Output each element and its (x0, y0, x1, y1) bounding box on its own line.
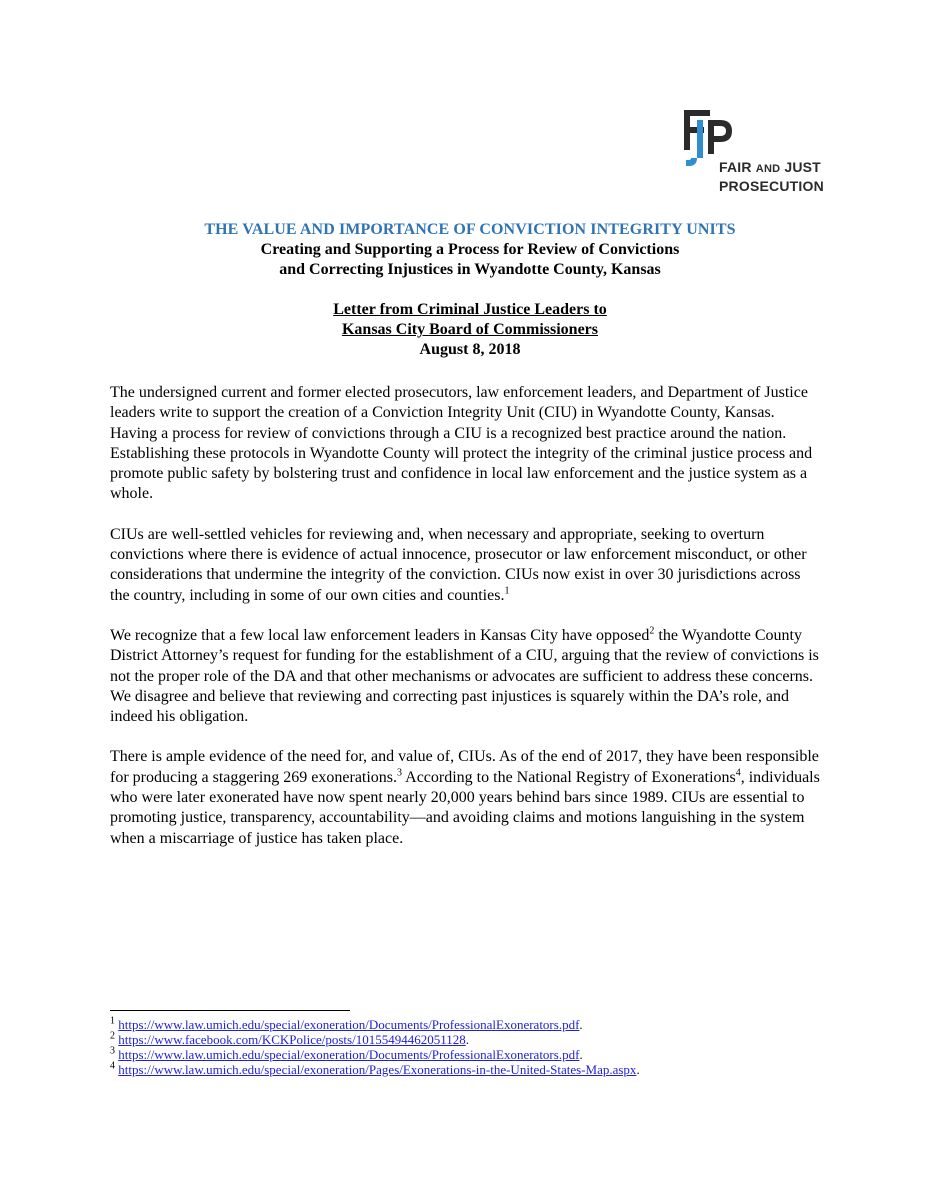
letter-heading (110, 300, 830, 360)
footnote-number: 3 (110, 1045, 115, 1057)
footnote-number: 1 (110, 1015, 115, 1027)
paragraph-2-text: CIUs are well-settled vehicles for reviewing and, when necessary and appropriate, seeking to overturn convictions where there is evidence of actual innocence, prosecutor or law enforcement misconduct, or other considerations that undermine the integrity of the conviction. CIUs now exist in over 30 jurisdictions across the country, including in some of our own cities and counties. (110, 525, 807, 604)
footnote-period: . (636, 1062, 640, 1077)
footnote-divider (110, 1010, 350, 1011)
footnote-ref-4[interactable]: 4 (735, 767, 741, 779)
logo-word-just: JUST (784, 159, 821, 175)
footnotes (110, 1017, 824, 1077)
footnote-3 (110, 1047, 824, 1062)
footnote-link[interactable]: https://www.law.umich.edu/special/exoneration/Pages/Exonerations-in-the-United-States-Map.aspx (118, 1062, 637, 1077)
letter-body (110, 383, 824, 869)
paragraph-4-text-b: According to the National Registry of Exonerations (402, 768, 736, 786)
footnote-period: . (579, 1047, 583, 1062)
footnote-ref-2[interactable]: 2 (649, 625, 655, 637)
letter-heading-line-1: Letter from Criminal Justice Leaders to (333, 301, 607, 318)
footnote-period: . (465, 1032, 469, 1047)
paragraph-1 (110, 383, 824, 505)
paragraph-4-text-a: There is ample evidence of the need for, and value of, CIUs. As of the end of 2017, they have been responsible for producing a staggering 269 exonerations. (110, 748, 819, 786)
document-headings (110, 220, 830, 360)
footnote-4 (110, 1062, 824, 1077)
fjp-logo (672, 108, 832, 194)
footnote-2 (110, 1032, 824, 1047)
footnote-link[interactable]: https://www.law.umich.edu/special/exoneration/Documents/ProfessionalExonerators.pdf (118, 1047, 580, 1062)
letter-date: August 8, 2018 (419, 341, 521, 358)
document-subtitle-line-1: Creating and Supporting a Process for Review of Convictions (260, 241, 680, 258)
logo-word-prosecution: PROSECUTION (719, 178, 824, 194)
footnote-link[interactable]: https://www.facebook.com/KCKPolice/posts/10155494462051128 (118, 1032, 466, 1047)
paragraph-1-text: The undersigned current and former elected prosecutors, law enforcement leaders, and Department of Justice leaders write to support the creation of a Conviction Integrity Unit (CIU) in Wyandotte County, Kansas. Having a process for review of convictions through a CIU is a recognized best practice around the nation. Establishing these protocols in Wyandotte County will protect the integrity of the criminal justice process and promote public safety by bolstering trust and confidence in local law enforcement and the justice system as a whole. (110, 384, 813, 503)
paragraph-3-text-a: We recognize that a few local law enforcement leaders in Kansas City have opposed (110, 626, 650, 644)
document-title: THE VALUE AND IMPORTANCE OF CONVICTION INTEGRITY UNITS (204, 221, 736, 238)
letter-heading-line-2: Kansas City Board of Commissioners (341, 321, 598, 338)
footnote-ref-3[interactable]: 3 (397, 767, 403, 779)
footnote-1 (110, 1017, 824, 1032)
paragraph-4-text-c: , individuals who were later exonerated have now spent nearly 20,000 years behind bars since 1989. CIUs are essential to promoting justice, transparency, accountability—and avoiding claims and motions languishing in the system when a miscarriage of justice has taken place. (110, 768, 820, 847)
paragraph-2 (110, 525, 824, 606)
logo-word-and: AND (755, 163, 781, 175)
footnote-ref-1[interactable]: 1 (504, 585, 510, 597)
document-subtitle-line-2: and Correcting Injustices in Wyandotte County, Kansas (279, 261, 661, 278)
paragraph-3 (110, 626, 824, 727)
footnote-number: 2 (110, 1030, 115, 1042)
logo-word-fair: FAIR (719, 159, 752, 175)
paragraph-4 (110, 747, 824, 848)
footnote-period: . (579, 1017, 583, 1032)
paragraph-3-text-b: the Wyandotte County District Attorney’s request for funding for the establishment of a CIU, arguing that the review of convictions is not the proper role of the DA and that other mechanisms or advocates are sufficient to address these concerns. We disagree and believe that reviewing and correcting past injustices is squarely within the DA’s role, and indeed his obligation. (110, 626, 819, 726)
footnote-link[interactable]: https://www.law.umich.edu/special/exoneration/Documents/ProfessionalExonerators.pdf (118, 1017, 580, 1032)
footnote-number: 4 (110, 1060, 115, 1072)
logo-wordmark (719, 159, 824, 195)
